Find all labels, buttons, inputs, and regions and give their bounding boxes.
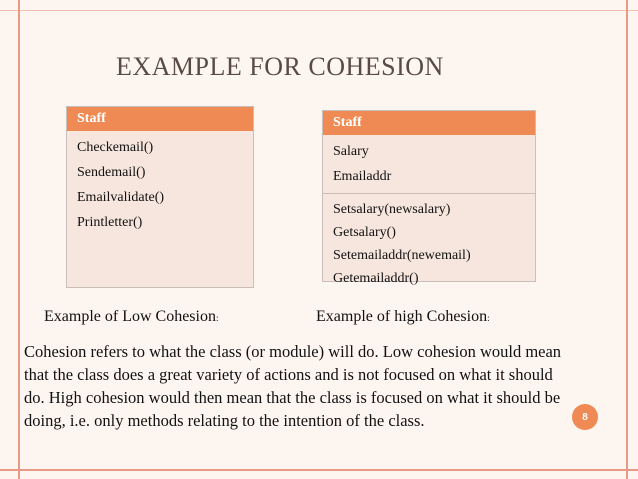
frame-line-left (18, 0, 20, 479)
high-cohesion-attributes (323, 135, 535, 193)
attribute-item: Emailaddr (333, 169, 392, 184)
low-cohesion-caption (44, 308, 218, 326)
method-item: Printletter() (77, 215, 143, 230)
low-cohesion-caption-text: Example of Low Cohesion (44, 308, 216, 325)
method-item: Setsalary(newsalary) (333, 202, 451, 217)
low-cohesion-caption-colon: : (215, 313, 219, 323)
low-cohesion-class-box (66, 106, 254, 288)
method-item: Getemailaddr() (333, 271, 419, 286)
frame-line-bottom (0, 469, 638, 471)
cohesion-description: Cohesion refers to what the class (or module) will do. Low cohesion would mean that the class does a great variety of actions and is not focused on what it should do. High cohesion would then mean that the class is focused on what it should be doing, i.e. only methods relating to the intention of the class. (24, 342, 562, 430)
high-cohesion-methods (323, 193, 535, 294)
page-number-badge: 8 (572, 404, 598, 430)
high-cohesion-caption (316, 308, 490, 326)
method-item: Getsalary() (333, 225, 396, 240)
high-cohesion-caption-colon: : (487, 313, 490, 323)
low-cohesion-class-name: Staff (67, 107, 253, 131)
high-cohesion-class-name: Staff (323, 111, 535, 135)
method-item: Sendemail() (77, 165, 146, 180)
method-item: Emailvalidate() (77, 190, 165, 205)
attribute-item: Salary (333, 144, 369, 159)
low-cohesion-methods (67, 131, 253, 288)
frame-line-right (626, 0, 628, 479)
high-cohesion-caption-text: Example of high Cohesion (316, 308, 488, 325)
method-item: Checkemail() (77, 140, 154, 155)
high-cohesion-class-box (322, 110, 536, 286)
frame-line-top (0, 10, 638, 11)
slide-title: EXAMPLE FOR COHESION (116, 52, 444, 81)
method-item: Setemailaddr(newemail) (333, 248, 471, 263)
